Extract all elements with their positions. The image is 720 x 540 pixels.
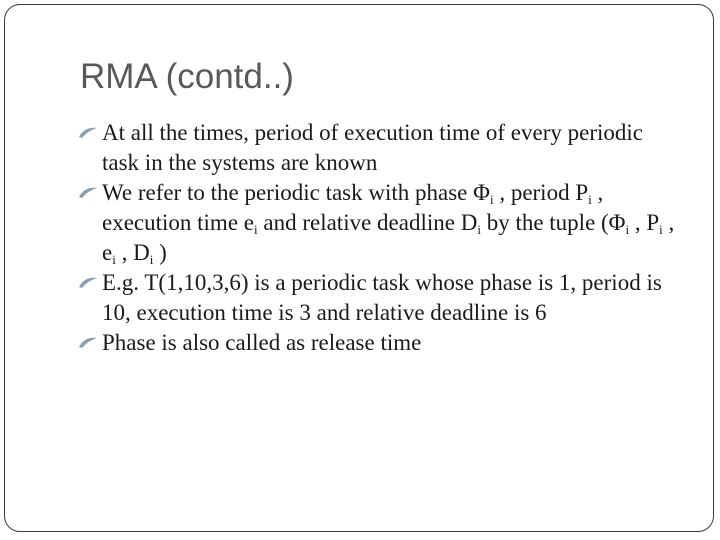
- bullet-item-2: [78, 178, 678, 268]
- bullet-text-segment: and relative deadline D: [257, 210, 478, 235]
- bullet-text-segment: , P: [629, 210, 660, 235]
- bullet-item-3: [78, 268, 678, 328]
- swoosh-bullet-icon: [78, 126, 98, 140]
- subscript: i: [588, 192, 592, 207]
- subscript: i: [625, 222, 630, 237]
- bullet-text-segment: , execution time e: [102, 180, 604, 235]
- subscript: i: [112, 252, 116, 267]
- bullet-text-segment: ): [153, 240, 167, 265]
- bullet-text-segment: , D: [115, 240, 150, 265]
- bullet-item-4: [78, 328, 678, 358]
- subscript: i: [659, 222, 663, 237]
- bullet-text-segment: , e: [102, 210, 675, 265]
- swoosh-bullet-icon: [78, 276, 98, 290]
- bullet-text: E.g. T(1,10,3,6) is a periodic task whose phase is 1, period is 10, execution time is 3 and relative deadline is 6: [102, 270, 662, 325]
- bullet-text-segment: , period P: [493, 180, 589, 205]
- bullet-text-segment: We refer to the periodic task with phase Φ: [102, 180, 490, 205]
- bullet-text: At all the times, period of execution time of every periodic task in the systems are known: [102, 120, 643, 175]
- bullet-text-segment: by the tuple (Φ: [480, 210, 626, 235]
- swoosh-bullet-icon: [78, 336, 98, 350]
- bullet-item-1: [78, 118, 678, 178]
- subscript: i: [477, 222, 481, 237]
- subscript: i: [254, 222, 258, 237]
- subscript: i: [149, 252, 154, 267]
- bullet-text: Phase is also called as release time: [102, 330, 422, 355]
- subscript: i: [489, 192, 494, 207]
- bullet-list: [78, 118, 678, 358]
- swoosh-bullet-icon: [78, 186, 98, 200]
- slide-title: RMA (contd..): [80, 57, 294, 96]
